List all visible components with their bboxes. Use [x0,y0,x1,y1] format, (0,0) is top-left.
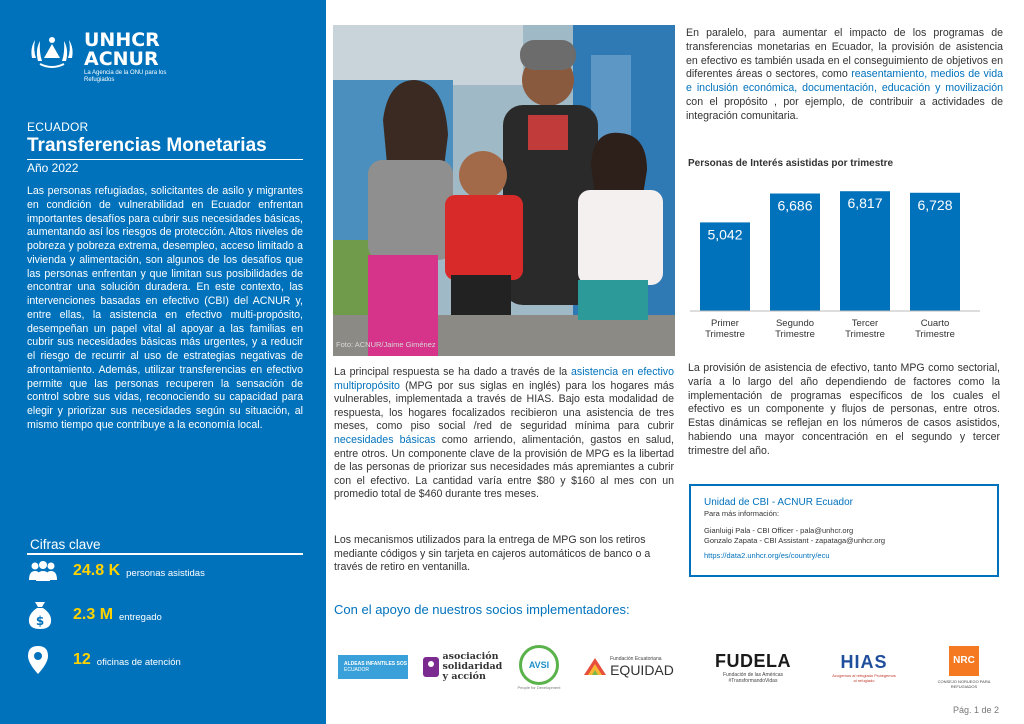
category-label: Trimestre [915,329,955,340]
category-label: Segundo [775,318,815,329]
year-label: Año 2022 [27,161,79,175]
key-figures-divider [27,553,303,555]
stat-offices [27,645,181,675]
location-pin-icon [27,645,61,675]
sidebar [0,0,326,724]
basic-needs-link[interactable]: necesidades básicas [334,433,436,446]
mechanisms-paragraph: Los mecanismos utilizados para la entrega de MPG son los retiros mediante códigos y sin tarjeta en cajeros automáticos de banco o a través de retiro en ventanilla. [334,534,651,574]
brand-name-1: UNHCR [84,29,160,51]
bar-value-label: 6,817 [847,195,883,212]
brand-tagline: La Agencia de la ONU para los Refugiados [84,70,167,83]
category-label: Trimestre [775,329,815,340]
partner-logo-fudela [706,642,800,692]
mpg-text-3: como arriendo, alimentación, gastos en salud, entre otros. Un componente clave de la provisión de MPG es la libertad de las personas de priorizar sus necesidades más apremiantes a cubrir con el efectivo. La cantidad varía entre $80 y $160 al mes con un promedio total de $460 durante tres meses. [334,433,674,501]
sectors-link[interactable]: reasentamiento, medios de vida e inclusión económica, documentación, educación y movilización [686,68,1003,95]
partner-logo-avsi [514,642,564,692]
partner-name: asociación solidaridad y acción [442,651,503,682]
stat-people-assisted [27,556,205,586]
people-icon [27,556,61,586]
stat-value: 12 [73,651,91,668]
partner-sub: People for Development [517,684,561,690]
money-bag-icon [27,600,61,630]
page-title: Transferencias Monetarias [27,135,267,156]
brand-name-2: ACNUR [84,48,159,70]
country-label: ECUADOR [27,120,89,134]
partner-name: FUDELA [715,650,791,671]
chart-title: Personas de Interés asistidas por trimestre [688,158,894,169]
sectoral-text-1: En paralelo, para aumentar el impacto de los programas de transferencias monetarias en Ecuador, la provisión de asistencia en efectivo es también usada en el conseguimiento de objetivos en diferentes áreas o sectores, como [686,27,1003,81]
intro-paragraph: Las personas refugiadas, solicitantes de asilo y migrantes en condición de vulnerabilidad en Ecuador enfrentan importantes desafíos para cubrir sus necesidades básicas, aumentando así los riesgos de protección. Altos niveles de pobreza y pobreza extrema, desempleo, acceso limitado a vivienda y alimentación, son algunos de los desafíos que las personas enfrentan y que limitan sus posibilidades de encontrar una solución duradera. En este contexto, las intervenciones basadas en efectivo (CBI) del ACNUR y, entre ellas, la asistencia en efectivo multi-propósito, desempeñan un papel vital al apoyar a las familias en cubrir sus necesidades básicas más urgentes, y a reducir el riesgo de recurrir al uso de estrategias negativas de afrontamiento. Además, utilizar transferencias en efectivo permite que las personas recuperen la sensación de control sobre sus vidas, reconociendo su capacidad para elegir y priorizar sus necesidades según su situación, al mismo tiempo que contribuye a la economía local. [27,185,303,431]
partner-sub: CONSEJO NORUEGO PARA REFUGIADOS [937,678,991,689]
title-divider [27,159,303,160]
partner-name: ALDEAS INFANTILES SOS [344,661,408,667]
mpg-paragraph [334,366,674,502]
stat-label: oficinas de atención [96,656,181,668]
category-label: Tercer [851,318,879,329]
mpg-text-1: La principal respuesta se ha dado a través de la [334,366,571,378]
stat-label: personas asistidas [126,567,205,579]
photo-credit: Foto: ACNUR/Jaime Giménez [336,340,436,349]
partner-sub: ECUADOR [344,667,370,673]
dynamics-paragraph: La provisión de asistencia de efectivo, tanto MPG como sectorial, varía a lo largo del año dependiendo de factores como la implementación de programas específicos de los cuales el efectivo es un componente y flujos de personas, entre otros. Estas dinámicas se reflejan en los números de casos asistidos, habiendo una mayor concentración en el segundo y tercer trimestre del año. [688,362,1000,457]
stat-amount-delivered [27,600,162,630]
contact-officer[interactable]: Gianluigi Pala - CBI Officer - pala@unhcr.org [704,526,854,535]
bar-value-label: 6,728 [917,196,953,213]
family-photo [333,25,675,356]
partner-logo-aldeas [337,642,409,692]
category-label: Trimestre [845,329,885,340]
contact-subtitle: Para más información: [704,509,780,518]
equidad-emblem-icon [582,655,608,679]
stat-label: entregado [119,611,162,623]
bar-value-label: 5,042 [707,226,743,243]
svg-text:$: $ [35,614,45,628]
partner-name: EQUIDAD [610,662,674,678]
category-label: Primer [711,318,739,329]
partner-name: HIAS [840,651,888,672]
mpg-text-2: (MPG por sus siglas en inglés) para los hogares más vulnerables, implementada a través de HIAS. Bajo esta modalidad de respuesta, los hogares focalizados recibieron una asistencia de tres meses, como piso social /red de seguridad mínima para cubrir [334,379,674,433]
stat-value: 24.8 K [73,562,121,579]
sectoral-paragraph [686,27,1003,124]
unhcr-logo [26,28,176,88]
partner-name: NRC [953,655,975,666]
sectoral-text-2: con el propósito , por ejemplo, de contribuir a actividades de integración comunitaria. [686,95,1003,122]
contact-title: Unidad de CBI - ACNUR Ecuador [704,497,853,508]
page-number: Pág. 1 de 2 [953,705,1000,715]
partners-title: Con el apoyo de nuestros socios implementadores: [334,602,630,617]
category-label: Cuarto [920,318,950,329]
bar-value-label: 6,686 [777,197,813,214]
partner-logo-nrc [928,642,1000,692]
partner-sub: Acogemos al refugiado Protegemos al refugiado [832,672,896,683]
mpg-link[interactable]: asistencia en efectivo multipropósito [334,366,674,392]
quarterly-bar-chart [688,176,988,346]
key-figures-title: Cifras clave [30,537,101,552]
partner-logo-solidaridad [420,642,503,692]
unhcr-emblem-icon [26,28,78,76]
partner-logo-equidad [576,642,680,692]
solidaridad-emblem-icon [422,654,440,680]
partner-sub: Fundación Ecuatoriana [610,656,662,662]
contact-assistant[interactable]: Gonzalo Zapata - CBI Assistant - zapataga@unhcr.org [704,536,886,545]
contact-url-link[interactable]: https://data2.unhcr.org/es/country/ecu [704,551,830,560]
category-label: Trimestre [705,329,745,340]
partner-name: AVSI [528,659,550,670]
partner-sub: Fundación de las Américas #TransformandoVidas [722,671,784,684]
partner-logo-hias [826,642,902,692]
stat-value: 2.3 M [73,606,114,623]
contact-box [689,484,999,577]
